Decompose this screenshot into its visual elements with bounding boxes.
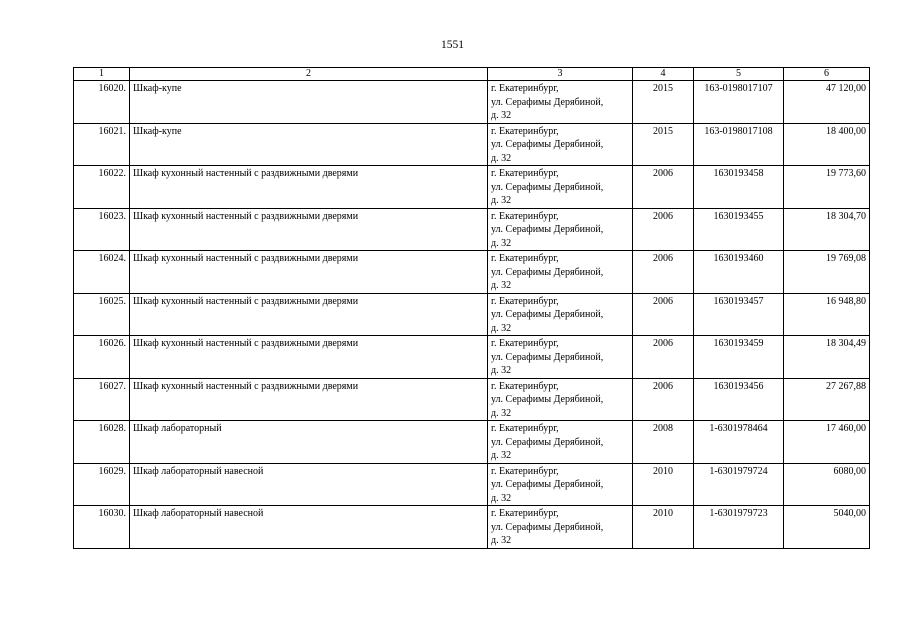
inventory-number-cell: 1-6301978464 [694, 421, 784, 464]
row-number-cell: 16026. [74, 336, 130, 379]
item-name-cell: Шкаф-купе [130, 81, 488, 124]
address-cell [488, 336, 633, 379]
item-name-cell: Шкаф кухонный настенный с раздвижными дверями [130, 208, 488, 251]
address-line: г. Екатеринбург, [491, 380, 559, 392]
address-line: ул. Серафимы Дерябиной, [491, 351, 604, 363]
item-name-cell: Шкаф лабораторный навесной [130, 463, 488, 506]
page-number: 1551 [441, 39, 464, 51]
year-cell: 2006 [633, 208, 694, 251]
item-name-cell: Шкаф лабораторный навесной [130, 506, 488, 549]
row-number-cell: 16030. [74, 506, 130, 549]
item-name-cell: Шкаф лабораторный [130, 421, 488, 464]
address-cell [488, 166, 633, 209]
table-row [74, 123, 870, 166]
column-header: 2 [130, 68, 488, 81]
row-number-cell: 16023. [74, 208, 130, 251]
address-cell [488, 208, 633, 251]
address-line: г. Екатеринбург, [491, 508, 559, 519]
table-row [74, 166, 870, 209]
address-line: г. Екатеринбург, [491, 253, 559, 264]
address-line: ул. Серафимы Дерябиной, [491, 224, 604, 235]
inventory-number-cell: 1630193459 [694, 336, 784, 379]
item-name-cell: Шкаф кухонный настенный с раздвижными дверями [130, 378, 488, 421]
address-line: г. Екатеринбург, [491, 83, 559, 94]
address-line: д. 32 [491, 237, 512, 249]
year-cell: 2015 [633, 123, 694, 166]
property-table [73, 67, 870, 549]
address-line: д. 32 [491, 535, 512, 546]
address-line: ул. Серафимы Дерябиной, [491, 266, 604, 278]
inventory-number-cell: 1630193460 [694, 251, 784, 294]
item-name-cell: Шкаф кухонный настенный с раздвижными дверями [130, 166, 488, 209]
address-line: д. 32 [491, 110, 512, 121]
row-number-cell: 16025. [74, 293, 130, 336]
address-cell [488, 421, 633, 464]
row-number-cell: 16028. [74, 421, 130, 464]
column-number-row [74, 68, 870, 81]
price-cell: 18 304,70 [784, 208, 870, 251]
address-cell [488, 251, 633, 294]
inventory-number-cell: 163-0198017107 [694, 81, 784, 124]
address-line: ул. Серафимы Дерябиной, [491, 139, 604, 150]
row-number-cell: 16022. [74, 166, 130, 209]
address-line: д. 32 [491, 322, 512, 334]
row-number-cell: 16024. [74, 251, 130, 294]
inventory-number-cell: 163-0198017108 [694, 123, 784, 166]
address-line: г. Екатеринбург, [491, 465, 559, 477]
year-cell: 2010 [633, 506, 694, 549]
table-row [74, 463, 870, 506]
address-cell [488, 506, 633, 549]
address-line: г. Екатеринбург, [491, 210, 559, 222]
table-body [74, 81, 870, 549]
address-line: ул. Серафимы Дерябиной, [491, 394, 604, 405]
column-header: 3 [488, 68, 633, 81]
address-line: д. 32 [491, 407, 512, 419]
price-cell: 6080,00 [784, 463, 870, 506]
row-number-cell: 16029. [74, 463, 130, 506]
inventory-number-cell: 1630193456 [694, 378, 784, 421]
address-line: г. Екатеринбург, [491, 338, 559, 349]
column-header: 6 [784, 68, 870, 81]
address-line: ул. Серафимы Дерябиной, [491, 309, 604, 320]
address-line: д. 32 [491, 365, 512, 376]
column-header: 1 [74, 68, 130, 81]
address-line: д. 32 [491, 450, 512, 461]
table-row [74, 421, 870, 464]
address-cell [488, 293, 633, 336]
price-cell: 18 304,49 [784, 336, 870, 379]
address-cell [488, 378, 633, 421]
price-cell: 19 773,60 [784, 166, 870, 209]
year-cell: 2010 [633, 463, 694, 506]
address-cell [488, 81, 633, 124]
price-cell: 5040,00 [784, 506, 870, 549]
year-cell: 2008 [633, 421, 694, 464]
inventory-number-cell: 1-6301979724 [694, 463, 784, 506]
table-row [74, 251, 870, 294]
row-number-cell: 16027. [74, 378, 130, 421]
item-name-cell: Шкаф-купе [130, 123, 488, 166]
table-row [74, 293, 870, 336]
price-cell: 19 769,08 [784, 251, 870, 294]
address-line: ул. Серафимы Дерябиной, [491, 96, 604, 108]
address-cell [488, 123, 633, 166]
address-line: г. Екатеринбург, [491, 423, 559, 434]
inventory-number-cell: 1-6301979723 [694, 506, 784, 549]
year-cell: 2006 [633, 336, 694, 379]
table-row [74, 208, 870, 251]
address-line: г. Екатеринбург, [491, 168, 559, 179]
year-cell: 2006 [633, 378, 694, 421]
address-line: ул. Серафимы Дерябиной, [491, 521, 604, 533]
table-row [74, 506, 870, 549]
price-cell: 17 460,00 [784, 421, 870, 464]
address-line: д. 32 [491, 280, 512, 291]
year-cell: 2015 [633, 81, 694, 124]
address-cell [488, 463, 633, 506]
item-name-cell: Шкаф кухонный настенный с раздвижными дверями [130, 336, 488, 379]
inventory-number-cell: 1630193455 [694, 208, 784, 251]
column-header: 4 [633, 68, 694, 81]
table-row [74, 81, 870, 124]
table-row [74, 378, 870, 421]
address-line: г. Екатеринбург, [491, 125, 559, 137]
price-cell: 16 948,80 [784, 293, 870, 336]
year-cell: 2006 [633, 293, 694, 336]
address-line: д. 32 [491, 195, 512, 206]
item-name-cell: Шкаф кухонный настенный с раздвижными дверями [130, 251, 488, 294]
address-line: ул. Серафимы Дерябиной, [491, 436, 604, 448]
price-cell: 18 400,00 [784, 123, 870, 166]
price-cell: 47 120,00 [784, 81, 870, 124]
price-cell: 27 267,88 [784, 378, 870, 421]
inventory-number-cell: 1630193458 [694, 166, 784, 209]
inventory-number-cell: 1630193457 [694, 293, 784, 336]
year-cell: 2006 [633, 166, 694, 209]
year-cell: 2006 [633, 251, 694, 294]
row-number-cell: 16020. [74, 81, 130, 124]
address-line: ул. Серафимы Дерябиной, [491, 181, 604, 193]
address-line: ул. Серафимы Дерябиной, [491, 479, 604, 490]
address-line: д. 32 [491, 152, 512, 164]
row-number-cell: 16021. [74, 123, 130, 166]
column-header: 5 [694, 68, 784, 81]
address-line: г. Екатеринбург, [491, 295, 559, 307]
address-line: д. 32 [491, 492, 512, 504]
item-name-cell: Шкаф кухонный настенный с раздвижными дверями [130, 293, 488, 336]
table-row [74, 336, 870, 379]
